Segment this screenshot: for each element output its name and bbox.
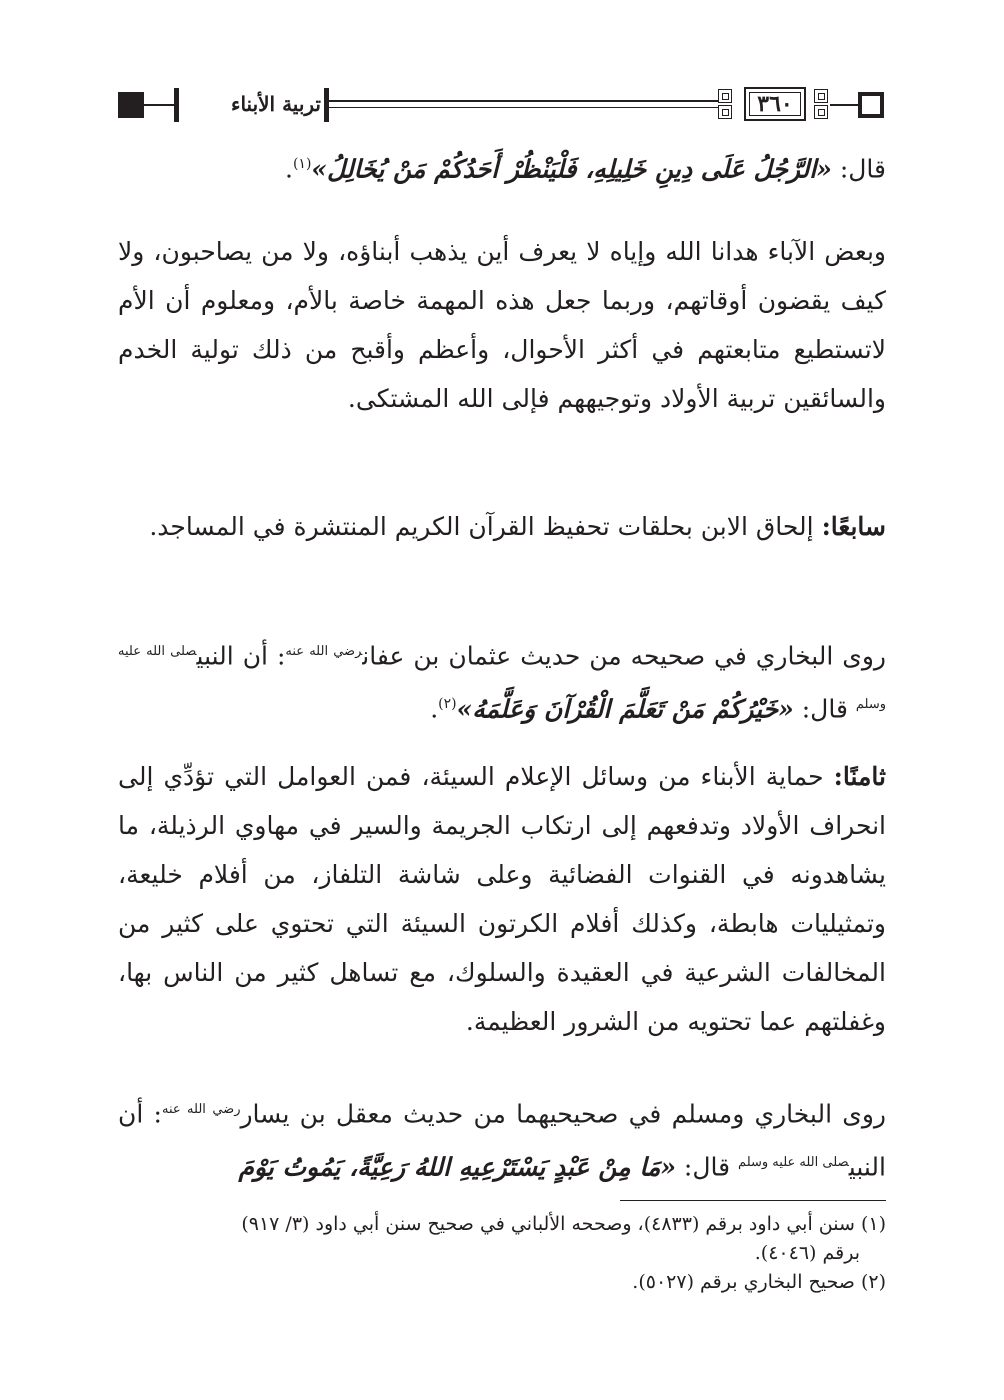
footnote-ref-1[interactable]: (١)	[292, 156, 312, 172]
header-divider-bar	[174, 88, 179, 122]
page-number-left-knot-icon	[718, 89, 732, 103]
paragraph-text: وبعض الآباء هدانا الله وإياه لا يعرف أين يذهب أبناؤه، ولا من يصاحبون، ولا كيف يقضون أوقاتهم، وربما جعل هذه المهمة خاصة بالأم، ومعلوم أن الأم لاتستطيع متابعتهم في أكثر الأحوال، وأعظم وأقبح من ذلك تولية الخدم والسائقين تربية الأولاد وتوجيههم فإلى الله المشتكى.	[118, 237, 886, 413]
paragraph-text: روى البخاري في صحيحه من حديث عثمان بن عفان	[362, 641, 886, 671]
running-header	[118, 84, 886, 130]
page-number-right-knot-icon	[814, 89, 828, 103]
section-lead: سابعًا:	[821, 512, 886, 541]
paragraph-text: قال:	[793, 694, 856, 724]
honorific-mark: صلى الله عليه وسلم	[738, 1155, 849, 1171]
paragraph-text: إلحاق الابن بحلقات تحفيظ القرآن الكريم المنتشرة في المساجد.	[149, 512, 822, 541]
page-number-frame	[744, 87, 806, 121]
honorific-mark: صلى الله عليه وسلم	[118, 644, 886, 713]
header-divider-bar	[324, 88, 329, 122]
paragraph-text: حماية الأبناء من وسائل الإعلام السيئة، فمن العوامل التي تؤدِّي إلى انحراف الأولاد وتدفعهم إلى ارتكاب الجريمة والسير في مهاوي الرذيلة، ما يشاهدونه في القنوات الفضائية وعلى شاشة التلفاز، من أفلام خليعة، وتمثيليات هابطة، وكذلك أفلام الكرتون السيئة التي تحتوي على كثير من المخالفات الشرعية في العقيدة والسلوك، مع تساهل كثير من الناس بها، وغفلتهم عما تحتويه من الشرور العظيمة.	[118, 762, 886, 1036]
section-lead: ثامنًا:	[833, 762, 886, 791]
opening-prefix: قال:	[831, 154, 886, 184]
opening-line	[118, 140, 886, 193]
footnote-2: (٢) صحيح البخاري برقم (٥٠٢٧).	[632, 1271, 886, 1293]
header-left-ornament-icon	[118, 92, 144, 118]
paragraph-bukhari-quran	[118, 627, 886, 734]
running-title: تربية الأبناء	[231, 92, 321, 116]
header-rule	[329, 100, 719, 102]
paragraph-text: : أن النبي	[196, 641, 286, 671]
hadith-quote: «الرَّجُلُ عَلَى دِينِ خَلِيلِهِ، فَلْيَنْظُرْ أَحَدُكُمْ مَنْ يُخَالِلُ»	[311, 154, 832, 184]
hadith-quote: «خَيْرُكُمْ مَنْ تَعَلَّمَ الْقُرْآنَ وَعَلَّمَهُ»	[456, 694, 794, 724]
page-number-left-knot-icon	[718, 105, 732, 119]
paragraph-1	[118, 227, 886, 423]
paragraph-text: قال:	[675, 1152, 739, 1182]
book-page	[118, 0, 886, 1400]
paragraph-text: : أن النبي	[118, 1099, 886, 1182]
footnote-separator	[620, 1200, 886, 1201]
paragraph-bukhari-muslim	[118, 1085, 886, 1192]
hadith-quote: «مَا مِنْ عَبْدٍ يَسْتَرْعِيهِ اللهُ رَعِيَّةً، يَمُوتُ يَوْمَ	[238, 1152, 676, 1182]
footnote-1-continued: برقم (٤٠٤٦).	[754, 1242, 860, 1264]
honorific-mark: رضي الله عنه	[285, 644, 363, 659]
paragraph-eighth	[118, 752, 886, 1046]
honorific-mark: رضي الله عنه	[161, 1102, 241, 1117]
page-number: ٣٦٠	[757, 91, 793, 117]
header-rule	[329, 107, 719, 108]
footnote-1: (١) سنن أبي داود برقم (٤٨٣٣)، وصححه الألباني في صحيح سنن أبي داود (٣/ ٩١٧)	[241, 1213, 886, 1235]
paragraph-text: روى البخاري ومسلم في صحيحيهما من حديث معقل بن يسار	[240, 1099, 886, 1129]
paragraph-seventh	[118, 502, 886, 551]
header-right-ornament-icon	[858, 92, 884, 118]
sentence-end: .	[430, 694, 439, 724]
header-rule	[144, 104, 174, 106]
header-rule	[830, 104, 858, 106]
footnote-ref-2[interactable]: (٢)	[438, 696, 457, 713]
sentence-end: .	[285, 154, 293, 184]
page-number-right-knot-icon	[814, 105, 828, 119]
footnotes	[118, 1210, 886, 1297]
